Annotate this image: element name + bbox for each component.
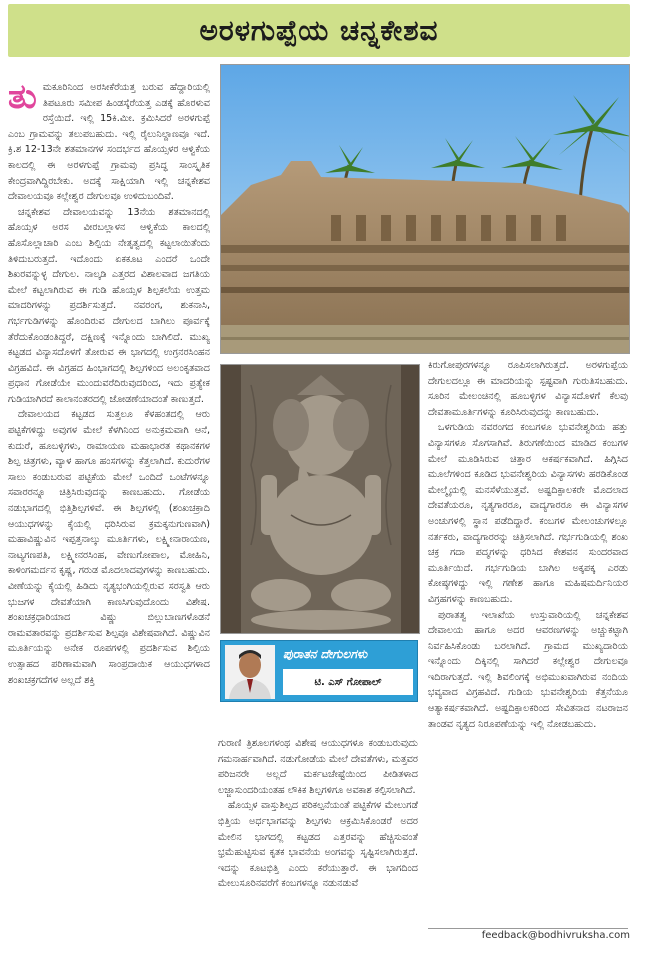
paragraph: ತುಮಕೂರಿನಿಂದ ಅರಸೀಕೆರೆಯತ್ತ ಬರುವ ಹೆದ್ದಾರಿಯಲ್ಲಿ ತಿಪಟೂರು ಸಮೀಪ ಹಿಂಡಸ್ಕೆರೆಯತ್ತ ಎಡಕ್ಕೆ ಹೊರಳುವ ರಸ್ತೆಯಿದೆ. ಇಲ್ಲಿ 15ಕಿ.ಮೀ. ಕ್ರಮಿಸಿದರೆ ಅರಳಗುಪ್ಪೆ ಎಂಬ ಗ್ರಾಮವನ್ನು ತಲುಪಬಹುದು. ಇಲ್ಲಿ ರೈಲುನಿಲ್ದಾಣವೂ ಇದೆ. ಕ್ರಿ.ಶ 12-13ನೇ ಶತಮಾನಗಳ ಸಂದರ್ಭದ ಹೊಯ್ಸಳರ ಆಳ್ವಿಕೆಯ ಕಾಲದಲ್ಲಿ ಈ ಅರಳಗುಪ್ಪೆ ಗ್ರಾಮವು ಪ್ರಸಿದ್ಧ ಸಾಂಸ್ಕೃತಿಕ ಕೇಂದ್ರವಾಗಿದ್ದಿರಬೇಕು. ಅದಕ್ಕೆ ಸಾಕ್ಷಿಯಾಗಿ ಇಲ್ಲಿ ಚನ್ನಕೇಶವ ದೇವಾಲಯವೂ ಕಲ್ಲೇಶ್ವರ ದೇಗುಲವೂ ಉಳಿದುಬಂದಿವೆ. xyxy=(8,80,210,203)
article-column-1 xyxy=(8,80,210,946)
column-series-title: ಪುರಾತನ ದೇಗುಲಗಳು xyxy=(283,647,368,661)
article-title: ಅರಳಗುಪ್ಪೆಯ ಚನ್ನಕೇಶವ xyxy=(199,13,439,47)
article-column-3 xyxy=(218,736,418,946)
footer-divider xyxy=(428,928,628,929)
paragraph: ಪುರಾತತ್ವ ಇಲಾಖೆಯ ಉಸ್ತುವಾರಿಯಲ್ಲಿ ಚನ್ನಕೇಶವ ದೇವಾಲಯ ಹಾಗೂ ಅದರ ಆವರಣಗಳನ್ನು ಅಚ್ಚುಕಟ್ಟಾಗಿ ನಿರ್ವಹಿಸಿಕೊಂಡು ಬರಲಾಗಿದೆ. ಗ್ರಾಮದ ಮುಖ್ಯದಾರಿಯ ಇನ್ನೊಂದು ದಿಕ್ಕಿನಲ್ಲಿ ಸಾಗಿದರೆ ಕಲ್ಲೇಶ್ವರ ದೇಗುಲವೂ ಇದಿರಾಗುತ್ತದೆ. ಇಲ್ಲಿ ಶಿವಲಿಂಗಕ್ಕೆ ಅಭಿಮುಖವಾಗಿರುವ ನಂದಿಯ ಭವ್ಯವಾದ ವಿಗ್ರಹವಿದೆ. ಗುಡಿಯ ಭುವನೇಶ್ವರಿಯ ಕೆತ್ತನೆಯೂ ಆತ್ಯಾಕರ್ಷಕವಾಗಿದೆ. ಅಷ್ಟದಿಕ್ಪಾಲಕರಿಂದ ಸೇವಿತನಾದ ನಟರಾಜನ ತಾಂಡವ ನೃತ್ಯದ ನಿರೂಪಣೆಯನ್ನು ಇಲ್ಲಿ ನೋಡಬಹುದು. xyxy=(428,609,628,730)
author-avatar xyxy=(225,645,275,699)
author-name: ಟಿ. ಎಸ್ ಗೋಪಾಲ್ xyxy=(283,669,413,695)
drop-cap: ತು xyxy=(8,80,37,117)
ganesha-sculpture-photo xyxy=(220,364,420,634)
paragraph: ಹೊಯ್ಸಳ ವಾಸ್ತುಶಿಲ್ಪದ ಪರಿಕಲ್ಪನೆಯಂತೆ ಪಟ್ಟಿಕೆಗಳ ಮೇಲುಗಡೆ ಭಿತ್ತಿಯ ಅರ್ಧಭಾಗವನ್ನು ಶಿಲ್ಪಗಳು ಆಕ್ರಮಿಸಿಕೊಂಡರೆ ಅದರ ಮೇಲಿನ ಭಾಗದಲ್ಲಿ ಕಟ್ಟಡದ ಎತ್ತರವನ್ನು ಹೆಚ್ಚಿಸುವಂತೆ ಭ್ರಮೆಹುಟ್ಟಿಸುವ ಕೃತಕ ಭಾವನೆಯ ಅಂಗವನ್ನು ಸೃಷ್ಟಿಸಲಾಗಿರುತ್ತದೆ. ಇದನ್ನು ಕೂಟಭಿತ್ತಿ ಎಂದು ಕರೆಯುತ್ತಾರೆ. ಈ ಭಾಗದಿಂದ ಮೇಲುಸೂರಿನವರೆಗೆ ಕಂಬಗಳನ್ನೂ ನಡುನಡುವೆ xyxy=(218,800,418,890)
paragraph: ಒಳಗುಡಿಯ ನವರಂಗದ ಕಂಬಗಳೂ ಭುವನೇಶ್ವರಿಯ ಹತ್ತು ವಿನ್ಯಾಸಗಳೂ ಸೊಗಸಾಗಿವೆ. ತಿರುಗಣೆಯಿಂದ ಮಾಡಿದ ಕಂಬಗಳ ಮೇಲೆ ಮೂಡಿಸಿರುವ ಚಿತ್ತಾರ ಆಕರ್ಷಕವಾಗಿದೆ. ಹಿಗ್ಗಿಸಿದ ಮೂಲೆಗಳಿಂದ ಕೂಡಿದ ಭುವನೇಶ್ವರಿಯ ವಿನ್ಯಾಸಗಳು ಹರಡಿಕೊಂಡ ಮೇಲ್ಮೈಯಲ್ಲಿ ಮನಸೆಳೆಯುತ್ತವೆ. ಅಷ್ಟದಿಕ್ಪಾಲಕರೇ ಮೊದಲಾದ ದೇವತೆಯರೂ, ನೃತ್ಯಗಾರರೂ, ವಾದ್ಯಗಾರರೂ ಈ ವಿನ್ಯಾಸಗಳ ಅಂಚುಗಳಲ್ಲಿ ಸ್ಥಾನ ಪಡೆದಿದ್ದಾರೆ. ಕಂಬಗಳ ಮೇಲಂಚುಗಳಲ್ಲೂ ನರ್ತಕರು, ವಾದ್ಯಗಾರರನ್ನು ಚಿತ್ರಿಸಲಾಗಿದೆ. ಗರ್ಭಗುಡಿಯಲ್ಲಿ ಶಂಖ ಚಕ್ರ ಗದಾ ಪದ್ಮಗಳನ್ನು ಧರಿಸಿದ ಕೇಶವನ ಸುಂದರವಾದ ಮೂರ್ತಿಯಿದೆ. ಗರ್ಭಗುಡಿಯ ಬಾಗಿಲ ಅಕ್ಕಪಕ್ಕ ಎರಡು ಕೋಷ್ಠಗಳಿದ್ದು ಇಲ್ಲಿ ಗಣೇಶ ಹಾಗೂ ಮಹಿಷಮರ್ದಿನಿಯರ ವಿಗ್ರಹಗಳನ್ನು ಕಾಣಬಹುದು. xyxy=(428,422,628,605)
feedback-email[interactable]: feedback@bodhivruksha.com xyxy=(481,930,630,941)
article-column-4 xyxy=(428,358,628,928)
temple-photo xyxy=(220,64,630,354)
author-byline-box xyxy=(220,640,418,702)
paragraph: ಚನ್ನಕೇಶವ ದೇವಾಲಯವನ್ನು 13ನೆಯ ಶತಮಾನದಲ್ಲಿ ಹೊಯ್ಸಳ ಅರಸ ವೀರಬಲ್ಲಾಳನ ಆಳ್ವಿಕೆಯ ಕಾಲದಲ್ಲಿ ಹೊಸೊಲ್ಲಾಚಾರಿ ಎಂಬ ಶಿಲ್ಪಿಯ ನೇತೃತ್ವದಲ್ಲಿ ಕಟ್ಟಲಾಯಿತೆಂದು ತಿಳಿದುಬರುತ್ತದೆ. ಇದೊಂದು ಏಕಕೂಟ ಎಂದರೆ ಒಂದೇ ಶಿಖರವನ್ನುಳ್ಳ ದೇಗುಲ. ನಾಲ್ಕಡಿ ಎತ್ತರದ ವಿಶಾಲವಾದ ಜಗತಿಯ ಮೇಲೆ ಕಟ್ಟಲಾಗಿರುವ ಈ ಗುಡಿ ಹೊಯ್ಸಳ ಶಿಲ್ಪಕಲೆಯ ಉತ್ತಮ ಮಾದರಿಗಳನ್ನು ಪ್ರದರ್ಶಿಸುತ್ತದೆ. ನವರಂಗ, ಶುಕನಾಸಿ, ಗರ್ಭಗುಡಿಗಳನ್ನು ಹೊಂದಿರುವ ದೇಗುಲದ ಬಾಗಿಲು ಪೂರ್ವಕ್ಕೆ ತೆರೆದುಕೊಂಡಂತಿದ್ದರೆ, ದಕ್ಷಿಣಕ್ಕೆ ಇನ್ನೊಂದು ಬಾಗಿಲಿದೆ. ಮುಖ್ಯ ಕಟ್ಟಡದ ವಿನ್ಯಾಸದೊಳಗೆ ತೋರುವ ಈ ಭಾಗದಲ್ಲಿ ಉಗ್ರನರಸಿಂಹನ ವಿಗ್ರಹವಿದೆ. ಈ ವಿಗ್ರಹದ ಹಿಂಭಾಗದಲ್ಲಿ ಶಿಲ್ಪಗಳಿಂದ ಅಲಂಕೃತವಾದ ಪ್ರಧಾನ ಗೋಡೆಯೇ ಮುಂದುವರೆದಿರುವುದರಿಂದ, ಇದು ಪ್ರತ್ಯೇಕ ಗುಡಿಯಾಗಿರದೆ ಕಾಲಾನಂತರದಲ್ಲಿ ಜೋಡಣೆಯಾದಂತೆ ಕಾಣುತ್ತದೆ. xyxy=(8,206,210,405)
headline-banner xyxy=(8,4,630,57)
paragraph: ಗುರಾಣಿ ತ್ರಿಶೂಲಗಳಂಥ ವಿಶೇಷ ಆಯುಧಗಳೂ ಕಂಡುಬರುವುದು ಗಮನಾರ್ಹವಾಗಿದೆ. ನಡುಗೋಡೆಯ ಮೇಲೆ ದೇವತೆಗಳು, ಮತ್ತವರ ಪರಿಜನರೇ ಅಲ್ಲದೆ ಮರ್ಕಟಚೇಷ್ಟೆಯಿಂದ ಪೀಡಿತಳಾದ ಲಜ್ಜಾಸುಂದರಿಯಂತಹ ಲೌಕಿಕ ಶಿಲ್ಪಗಳಿಗೂ ಅವಕಾಶ ಕಲ್ಪಿಸಲಾಗಿದೆ. xyxy=(218,738,418,796)
paragraph: ಕಿರುಗೋಪುರಗಳನ್ನೂ ರೂಪಿಸಲಾಗಿರುತ್ತದೆ. ಅರಳಗುಪ್ಪೆಯ ದೇಗುಲದಲ್ಲೂ ಈ ಮಾದರಿಯನ್ನು ಸ್ಪಷ್ಟವಾಗಿ ಗುರುತಿಸಬಹುದು. ಸೂರಿನ ಮೇಲಂಚಿನಲ್ಲಿ ಹೂಬಳ್ಳಿಗಳ ವಿನ್ಯಾಸದೊಳಗೆ ಕೆಲವು ದೇವತಾಮೂರ್ತಿಗಳನ್ನು ಕೂರಿಸಿರುವುದನ್ನು ಕಾಣಬಹುದು. xyxy=(428,360,628,418)
paragraph: ದೇವಾಲಯದ ಕಟ್ಟಡದ ಸುತ್ತಲೂ ಕೆಳಹಂತದಲ್ಲಿ ಆರು ಪಟ್ಟಿಕೆಗಳಿದ್ದು ಅವುಗಳ ಮೇಲೆ ಕೆಳಗಿನಿಂದ ಅನುಕ್ರಮವಾಗಿ ಆನೆ, ಕುದುರೆ, ಹೂಬಳ್ಳಿಗಳು, ರಾಮಾಯಣ ಮಹಾಭಾರತ ಕಥಾನಕಗಳ ಶಿಲ್ಪ ಚಿತ್ರಗಳು, ವ್ಯಾಳ ಹಾಗೂ ಹಂಸಗಳನ್ನು ಕೆತ್ತಲಾಗಿದೆ. ಕುದುರೆಗಳ ಸಾಲು ಕಂಡುಬರುವ ಪಟ್ಟಿಕೆಯ ಮೇಲೆ ಒಂದಿದೆ ಒಂಟೆಗಳನ್ನೂ ಸವಾರರನ್ನೂ ಚಿತ್ರಿಸಿರುವುದನ್ನು ಕಾಣಬಹುದು. ಗೋಡೆಯ ನಡುಭಾಗದಲ್ಲಿ ಭಿತ್ತಿಶಿಲ್ಪಗಳಿವೆ. ಈ ಶಿಲ್ಪಗಳಲ್ಲಿ (ಶಂಖಚಕ್ರಾದಿ ಆಯುಧಗಳನ್ನು ಕೈಯಲ್ಲಿ ಧರಿಸಿರುವ ಕ್ರಮಕ್ಕನುಗುಣವಾಗಿ) ಮಹಾವಿಷ್ಣುವಿನ ಇಪ್ಪತ್ತನಾಲ್ಕು ಮೂರ್ತಿಗಳು, ಲಕ್ಷ್ಮೀನಾರಾಯಣ, ನಾಟ್ಯಗಣಪತಿ, ಲಕ್ಷ್ಮೀನರಸಿಂಹ, ವೇಣುಗೋಪಾಲ, ಮೋಹಿನಿ, ಕಾಳಿಂಗಮರ್ದನ ಕೃಷ್ಣ, ಗರುಡ ಮೊದಲಾದವುಗಳನ್ನು ಕಾಣಬಹುದು. ವೀಣೆಯನ್ನು ಕೈಯಲ್ಲಿ ಹಿಡಿದು ನೃತ್ಯಭಂಗಿಯಲ್ಲಿರುವ ಸರಸ್ವತಿ ಆರು ಭುಜಗಳ ದೇವತೆಯಾಗಿ ಕಾಣಸಿಗುವುದೊಂದು ವಿಶೇಷ. ಶಂಖಚಕ್ರಧಾರಿಯಾದ ವಿಷ್ಣು ಬಿಲ್ಲುಬಾಣಗಳೊಡನೆ ರಾಮವತಾರವನ್ನು ಪ್ರದರ್ಶಿಸುವ ಶಿಲ್ಪವೂ ವಿಶೇಷವಾಗಿದೆ. ವಿಷ್ಣುವಿನ ಮೂರ್ತಿಯನ್ನು ಅನೇಕ ರೂಪಗಳಲ್ಲಿ ಪ್ರದರ್ಶಿಸುವ ಶಿಲ್ಪಿಯ ಉತ್ಸಾಹದ ಪರಿಣಾಮವಾಗಿ ಸಾಂಪ್ರದಾಯಿಕ ಆಯುಧಗಳಾದ ಶಂಖಚಕ್ರಗದೆಗಳ ಅಲ್ಲದೆ ಶಕ್ತಿ xyxy=(8,409,210,686)
